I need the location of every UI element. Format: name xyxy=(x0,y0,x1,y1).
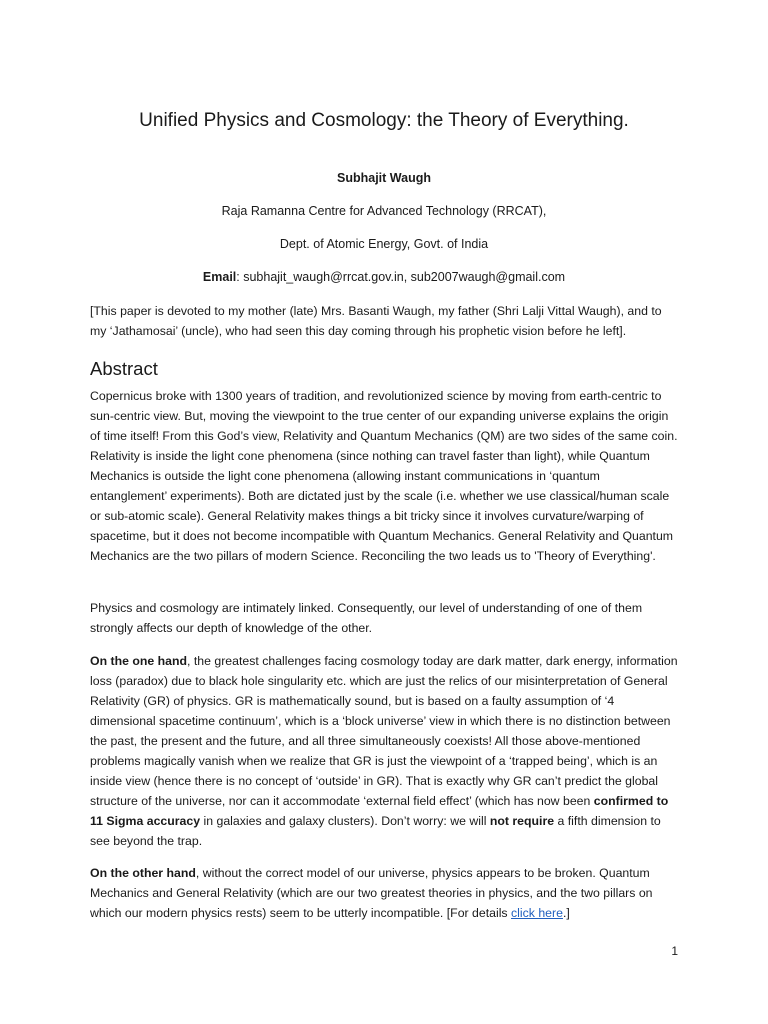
paragraph-text: .] xyxy=(562,906,570,920)
abstract-paragraph-3 xyxy=(90,651,680,851)
abstract-paragraph-1: Copernicus broke with 1300 years of tradition, and revolutionized science by moving from earth-centric to sun-centric view. But, moving the viewpoint to the true center of our expanding universe explains the origin of time itself! From this God’s view, Relativity and Quantum Mechanics (QM) are two sides of the same coin. Relativity is inside the light cone phenomena (since nothing can travel faster than light), while Quantum Mechanics is outside the light cone phenomena (allowing instant communications in ‘quantum entanglement’ experiments). Both are dictated just by the scale (i.e. whether we use classical/human scale or sub-atomic scale). General Relativity makes things a bit tricky since it involves curvature/warping of spacetime, but it does not become incompatible with Quantum Mechanics. General Relativity and Quantum Mechanics are the two pillars of modern Science. Reconciling the two leads us to 'Theory of Everything'. xyxy=(90,389,678,563)
paragraph-lead-bold: On the one hand xyxy=(90,654,188,668)
paragraph-text: in galaxies and galaxy clusters). Don’t worry: we will xyxy=(200,814,490,828)
paper-title: Unified Physics and Cosmology: the Theory of Everything. xyxy=(139,110,629,131)
paragraph-text: a fifth dimension to see beyond the trap. xyxy=(90,814,661,848)
paragraph-lead-bold: On the other hand xyxy=(90,866,196,880)
emphasis-bold: confirmed to 11 Sigma accuracy xyxy=(90,794,669,828)
paragraph-text: , the greatest challenges facing cosmology today are dark matter, dark energy, information loss (paradox) due to black hole singularity etc. which are just the relics of our misinterpretation of General Relativity (GR) of physics. GR is mathematically sound, but is based on a faulty assumption of ‘4 dimensional spacetime continuum’, which is a ‘block universe’ view in which there is no distinction between the past, the present and the future, and all three simultaneously coexists! All those above-mentioned problems magically vanish when we realize that GR is just the viewpoint of a ‘trapped being’, which is an inside view (hence there is no concept of ‘outside’ in GR). That is exactly why GR can’t predict the global structure of the universe, nor can it accommodate ‘external field effect’ (which has now been xyxy=(90,654,678,808)
author-name: Subhajit Waugh xyxy=(337,171,431,185)
email-line xyxy=(0,270,768,284)
email-label: Email xyxy=(202,270,237,284)
dedication-paragraph: [This paper is devoted to my mother (late) Mrs. Basanti Waugh, my father (Shri Lalji Vittal Waugh), and to my ‘Jathamosai’ (uncle), who had seen this day coming through his prophetic vision before he left]. xyxy=(90,304,662,338)
abstract-paragraph-4 xyxy=(90,863,680,923)
emphasis-bold: not require xyxy=(489,814,555,828)
page-number: 1 xyxy=(671,944,678,958)
affiliation-department: Dept. of Atomic Energy, Govt. of India xyxy=(279,237,489,251)
email-addresses: : subhajit_waugh@rrcat.gov.in, sub2007waugh@gmail.com xyxy=(236,270,566,284)
affiliation-institute: Raja Ramanna Centre for Advanced Technology (RRCAT), xyxy=(221,204,547,218)
abstract-heading: Abstract xyxy=(90,358,158,379)
paragraph-text: , without the correct model of our universe, physics appears to be broken. Quantum Mechanics and General Relativity (which are our two greatest theories in physics, and the two pillars on which our modern physics rests) seem to be utterly incompatible. [For details xyxy=(90,866,653,920)
abstract-paragraph-2: Physics and cosmology are intimately linked. Consequently, our level of understanding of one of them strongly affects our depth of knowledge of the other. xyxy=(90,601,643,635)
details-link[interactable]: click here xyxy=(511,906,563,920)
